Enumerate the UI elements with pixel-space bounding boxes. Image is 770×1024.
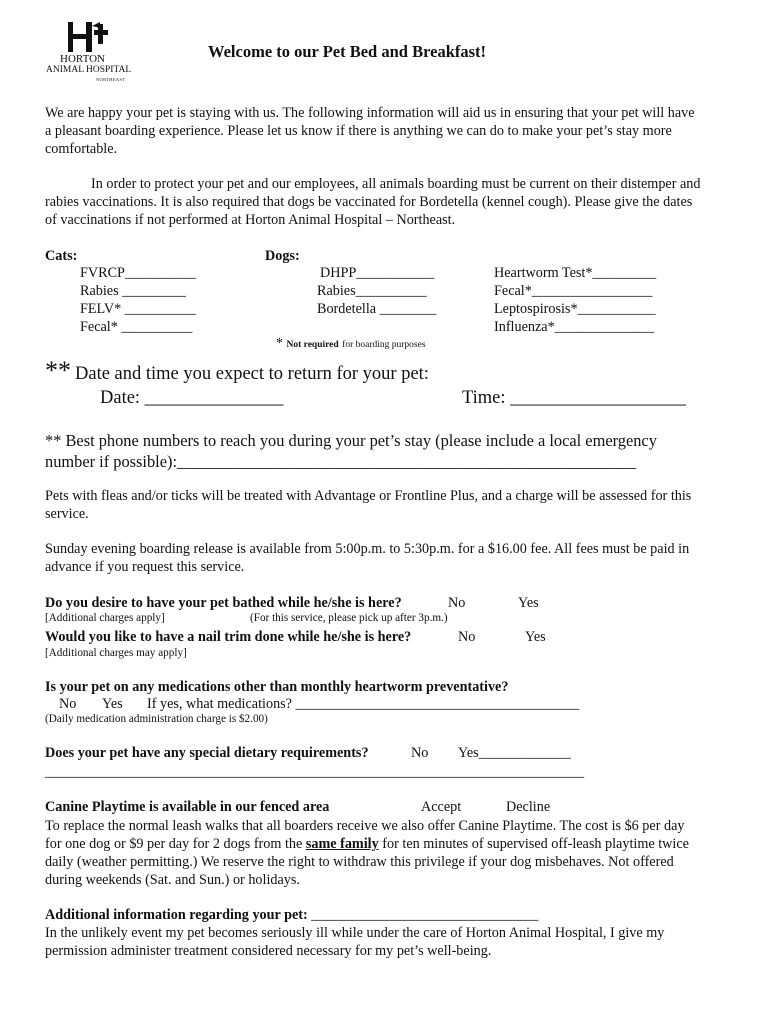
playtime-line-2a: for one dog or $9 per day for 2 dogs from the — [45, 836, 306, 852]
same-family-text: same family — [305, 836, 379, 852]
cats-heading: Cats: — [45, 248, 78, 264]
nail-yes-option[interactable]: Yes — [525, 629, 546, 645]
playtime-line-2b: for ten minutes of supervised off-leash playtime twice — [378, 836, 689, 852]
consent-line-2: permission administer treatment considered necessary for my pet’s well-being. — [45, 943, 492, 959]
sunday-line-2: advance if you request this service. — [45, 559, 245, 575]
intro-line-3: comfortable. — [45, 141, 118, 157]
dogs-item-bordetella[interactable]: Bordetella ________ — [317, 301, 437, 317]
cats-item-fecal[interactable]: Fecal* __________ — [80, 319, 193, 335]
meds-no-option[interactable]: No — [59, 696, 77, 712]
bath-no-option[interactable]: No — [448, 595, 466, 611]
intro-line-1: We are happy your pet is staying with us. The following information will aid us in ensuring that your pet will have — [45, 105, 695, 121]
logo-line2: ANIMAL HOSPITAL — [46, 65, 132, 75]
meds-question: Is your pet on any medications other than monthly heartworm preventative? — [45, 679, 509, 695]
dogs-item-rabies[interactable]: Rabies__________ — [317, 283, 427, 299]
return-heading — [45, 358, 429, 385]
nail-note: [Additional charges may apply] — [45, 647, 187, 659]
diet-question: Does your pet have any special dietary requirements? — [45, 745, 369, 761]
logo-line1: HORTON — [60, 53, 105, 65]
playtime-line-4: during weekends (Sat. and Sun.) or holidays. — [45, 872, 300, 888]
dogs-item-dhpp[interactable]: DHPP___________ — [320, 265, 435, 281]
not-required-bold: Not required — [286, 340, 339, 350]
fleas-line-1: Pets with fleas and/or ticks will be treated with Advantage or Frontline Plus, and a charge will be assessed for this — [45, 488, 692, 504]
fleas-line-2: service. — [45, 506, 89, 522]
not-required-star: * — [276, 336, 283, 351]
bath-note-1: [Additional charges apply] — [45, 612, 165, 624]
cats-item-rabies[interactable]: Rabies _________ — [80, 283, 187, 299]
dogs-item-influenza[interactable]: Influenza*______________ — [494, 319, 654, 335]
meds-note: (Daily medication administration charge is $2.00) — [45, 713, 268, 725]
playtime-heading: Canine Playtime is available in our fenced area — [45, 799, 330, 815]
intro-line-2: a pleasant boarding experience. Please let us know if there is anything we can do to make your pet’s stay more — [45, 123, 672, 139]
not-required-rest: for boarding purposes — [342, 340, 426, 350]
dogs-heading: Dogs: — [265, 248, 300, 264]
diet-yes-field[interactable]: Yes_____________ — [458, 745, 571, 761]
playtime-line-2 — [45, 835, 689, 853]
diet-extra-line[interactable]: ____________________________________________________________________________ — [45, 764, 585, 780]
nail-no-option[interactable]: No — [458, 629, 476, 645]
return-time-field[interactable]: Time: ___________________ — [462, 388, 686, 408]
return-heading-text: Date and time you expect to return for your pet: — [75, 364, 429, 384]
page-title: Welcome to our Pet Bed and Breakfast! — [208, 42, 487, 61]
playtime-line-3: daily (weather permitting.) We reserve the right to withdraw this privilege if your dog misbehaves. Not offered — [45, 854, 674, 870]
sunday-line-1: Sunday evening boarding release is available from 5:00p.m. to 5:30p.m. for a $16.00 fee. All fees must be paid in — [45, 541, 690, 557]
horton-logo — [38, 20, 132, 84]
vaccines-line-2: rabies vaccinations. It is also required that dogs be vaccinated for Bordetella (kennel cough). Please give the dates — [45, 194, 693, 210]
dogs-item-heartworm[interactable]: Heartworm Test*_________ — [494, 265, 657, 281]
phone-line-1: ** Best phone numbers to reach you during your pet’s stay (please include a local emergency — [45, 431, 657, 450]
cats-item-fvrcp[interactable]: FVRCP__________ — [80, 265, 196, 281]
bath-question: Do you desire to have your pet bathed while he/she is here? — [45, 595, 402, 611]
meds-what-field[interactable]: If yes, what medications? ________________________________________ — [147, 696, 580, 712]
additional-row — [45, 906, 538, 924]
nail-question: Would you like to have a nail trim done while he/she is here? — [45, 629, 412, 645]
vaccines-line-3: of vaccinations if not performed at Horton Animal Hospital – Northeast. — [45, 212, 456, 228]
additional-label: Additional information regarding your pet: — [45, 907, 308, 923]
playtime-accept-option[interactable]: Accept — [421, 799, 462, 815]
bath-yes-option[interactable]: Yes — [518, 595, 539, 611]
meds-yes-option[interactable]: Yes — [102, 696, 123, 712]
dogs-item-leptospirosis[interactable]: Leptospirosis*___________ — [494, 301, 656, 317]
diet-no-option[interactable]: No — [411, 745, 429, 761]
return-date-field[interactable]: Date: _______________ — [100, 388, 284, 408]
playtime-line-1: To replace the normal leash walks that all boarders receive we also offer Canine Playtime. The cost is $6 per day — [45, 818, 685, 834]
cats-item-felv[interactable]: FELV* __________ — [80, 301, 196, 317]
not-required-note — [276, 336, 426, 352]
vaccines-line-1: In order to protect your pet and our employees, all animals boarding must be current on their distemper and — [91, 176, 701, 192]
phone-field[interactable]: number if possible):________________________________________________________ — [45, 452, 636, 471]
additional-field[interactable]: ________________________________ — [307, 907, 539, 923]
dogs-item-fecal[interactable]: Fecal*_________________ — [494, 283, 653, 299]
logo-line3: NORTHEAST — [96, 77, 126, 82]
bath-note-2: (For this service, please pick up after 3p.m.) — [250, 612, 448, 624]
return-prefix: ** — [45, 356, 71, 385]
consent-line-1: In the unlikely event my pet becomes seriously ill while under the care of Horton Animal Hospital, I give my — [45, 925, 665, 941]
playtime-decline-option[interactable]: Decline — [506, 799, 551, 815]
